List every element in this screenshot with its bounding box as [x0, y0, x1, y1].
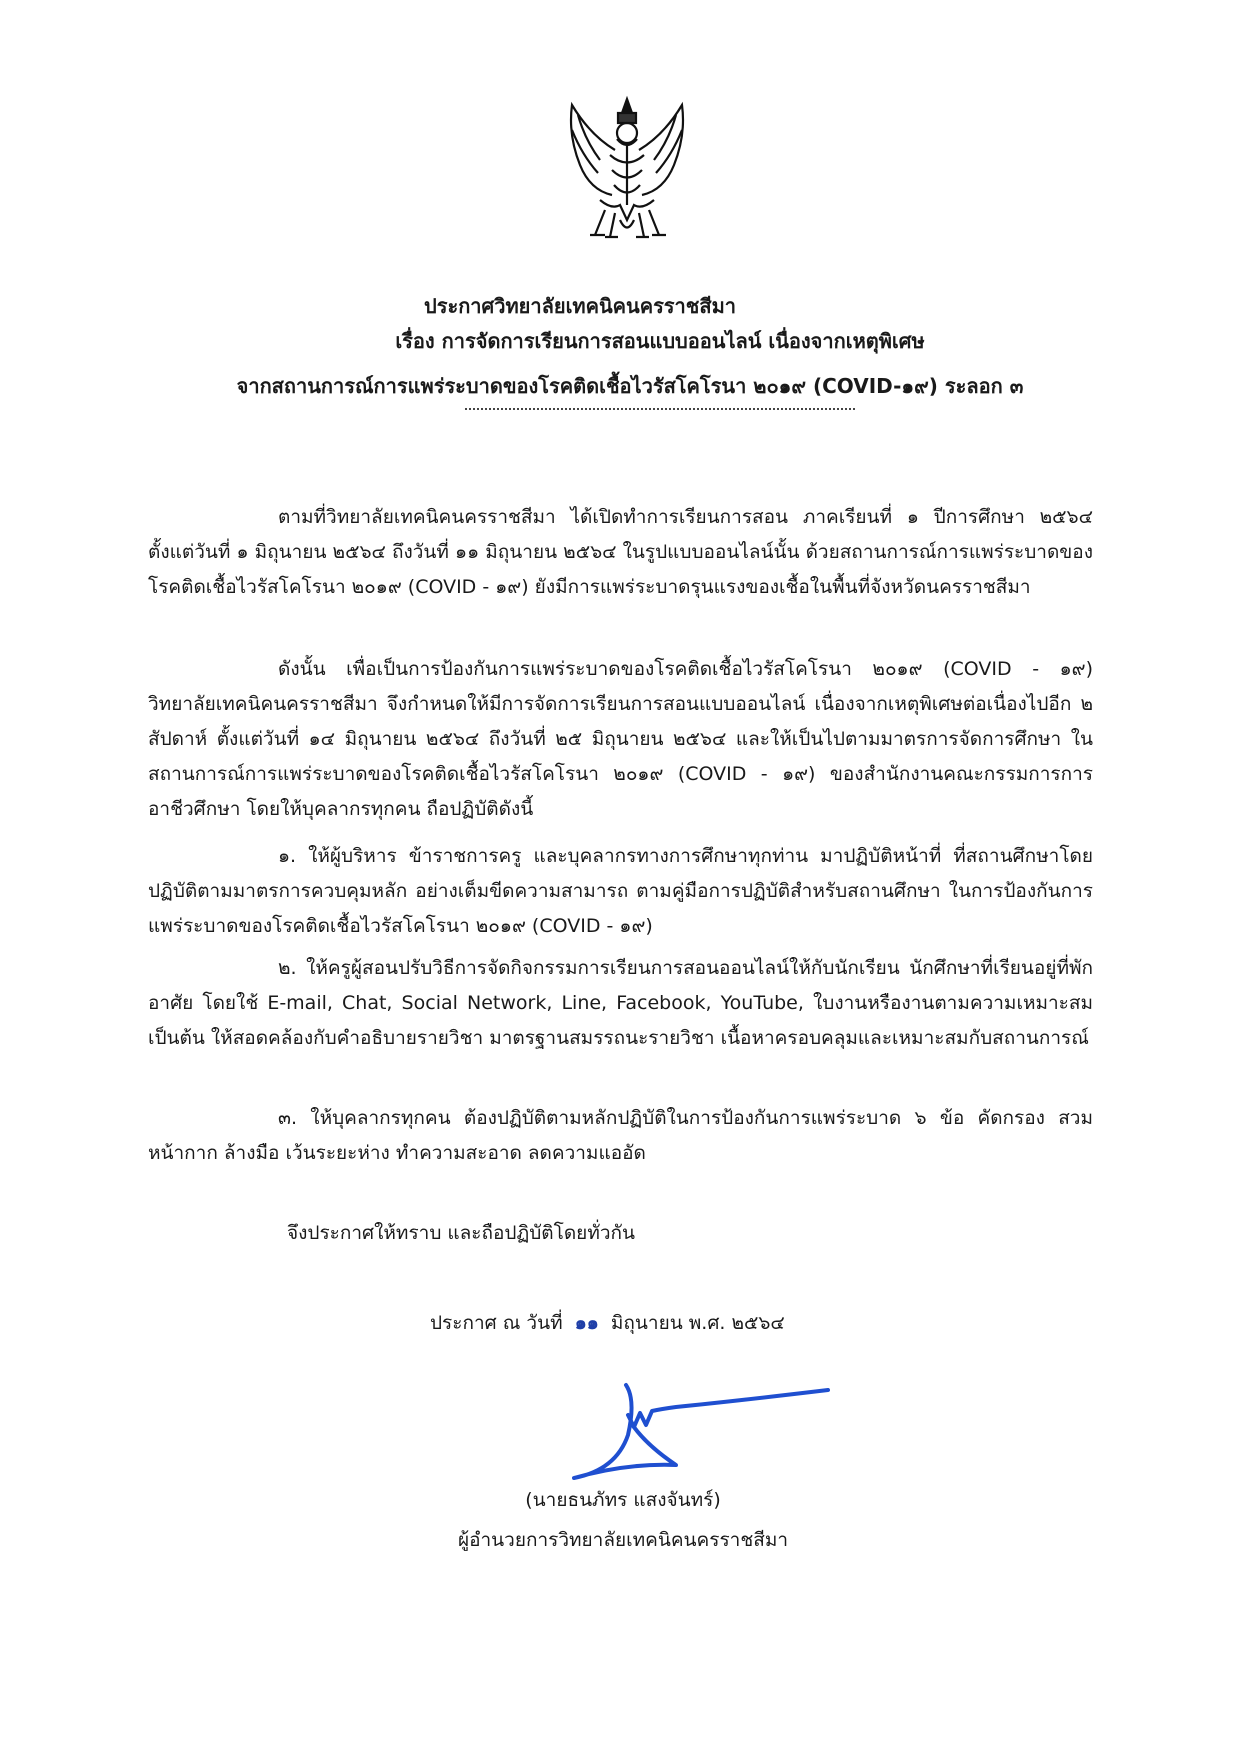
list-item-1: ๑. ให้ผู้บริหาร ข้าราชการครู และบุคลากรทางการศึกษาทุกท่าน มาปฏิบัติหน้าที่ ที่สถานศึกษาโดยปฏิบัติตามมาตรการควบคุมหลัก อย่างเต็มขีดความสามารถ ตามคู่มือการปฏิบัติสำหรับสถานศึกษา ในการป้องกันการแพร่ระบาดของโรคติดเชื้อไวรัสโคโรนา ๒๐๑๙ (COVID - ๑๙) [148, 845, 1093, 937]
divider [465, 408, 855, 410]
paragraph-measures: ดังนั้น เพื่อเป็นการป้องกันการแพร่ระบาดของโรคติดเชื้อไวรัสโคโรนา ๒๐๑๙ (COVID - ๑๙) วิทยาลัยเทคนิคนครราชสีมา จึงกำหนดให้มีการจัดการเรียนการสอนแบบออนไลน์ เนื่องจากเหตุพิเศษต่อเนื่องไปอีก ๒ สัปดาห์ ตั้งแต่วันที่ ๑๔ มิถุนายน ๒๕๖๔ ถึงวันที่ ๒๕ มิถุนายน ๒๕๖๔ และให้เป็นไปตามมาตรการจัดการศึกษา ในสถานการณ์การแพร่ระบาดของโรคติดเชื้อไวรัสโคโรนา ๒๐๑๙ (COVID - ๑๙) ของสำนักงานคณะกรรมการการอาชีวศึกษา โดยให้บุคลากรทุกคน ถือปฏิบัติดังนี้ [148, 658, 1093, 820]
paragraph-intro: ตามที่วิทยาลัยเทคนิคนครราชสีมา ได้เปิดทำการเรียนการสอน ภาคเรียนที่ ๑ ปีการศึกษา ๒๕๖๔ ตั้งแต่วันที่ ๑ มิถุนายน ๒๕๖๔ ถึงวันที่ ๑๑ มิถุนายน ๒๕๖๔ ในรูปแบบออนไลน์นั้น ด้วยสถานการณ์การแพร่ระบาดของโรคติดเชื้อไวรัสโคโรนา ๒๐๑๙ (COVID - ๑๙) ยังมีการแพร่ระบาดรุนแรงของเชื้อในพื้นที่จังหวัดนครราชสีมา [148, 506, 1093, 598]
closing-statement: จึงประกาศให้ทราบ และถือปฏิบัติโดยทั่วกัน [287, 1222, 636, 1244]
handwritten-signature-icon [566, 1375, 836, 1495]
announcement-subject: เรื่อง การจัดการเรียนการสอนแบบออนไลน์ เนื่องจากเหตุพิเศษ [395, 329, 925, 353]
garuda-emblem-icon [560, 95, 694, 245]
announcement-title: ประกาศวิทยาลัยเทคนิคนครราชสีมา [424, 294, 736, 318]
date-day: ๑๑ [574, 1312, 599, 1334]
list-item-3: ๓. ให้บุคลากรทุกคน ต้องปฏิบัติตามหลักปฏิบัติในการป้องกันการแพร่ระบาด ๖ ข้อ คัดกรอง สวมหน้ากาก ล้างมือ เว้นระยะห่าง ทำความสะอาด ลดความแออัด [148, 1107, 1093, 1164]
announcement-subject-cont: จากสถานการณ์การแพร่ระบาดของโรคติดเชื้อไวรัสโคโรนา ๒๐๑๙ (COVID-๑๙) ระลอก ๓ [236, 374, 1024, 398]
announcement-date: ประกาศ ณ วันที่ ๑๑ มิถุนายน พ.ศ. ๒๕๖๔ [430, 1312, 785, 1334]
signer-title: ผู้อำนวยการวิทยาลัยเทคนิคนครราชสีมา [457, 1529, 789, 1551]
list-item-2: ๒. ให้ครูผู้สอนปรับวิธีการจัดกิจกรรมการเรียนการสอนออนไลน์ให้กับนักเรียน นักศึกษาที่เรียนอยู่ที่พักอาศัย โดยใช้ E-mail, Chat, Social Network, Line, Facebook, YouTube, ใบงานหรืองานตามความเหมาะสม เป็นต้น ให้สอดคล้องกับคำอธิบายรายวิชา มาตรฐานสมรรถนะรายวิชา เนื้อหาครอบคลุมและเหมาะสมกับสถานการณ์ [148, 957, 1093, 1049]
signer-name: (นายธนภัทร แสงจันทร์) [525, 1489, 721, 1511]
